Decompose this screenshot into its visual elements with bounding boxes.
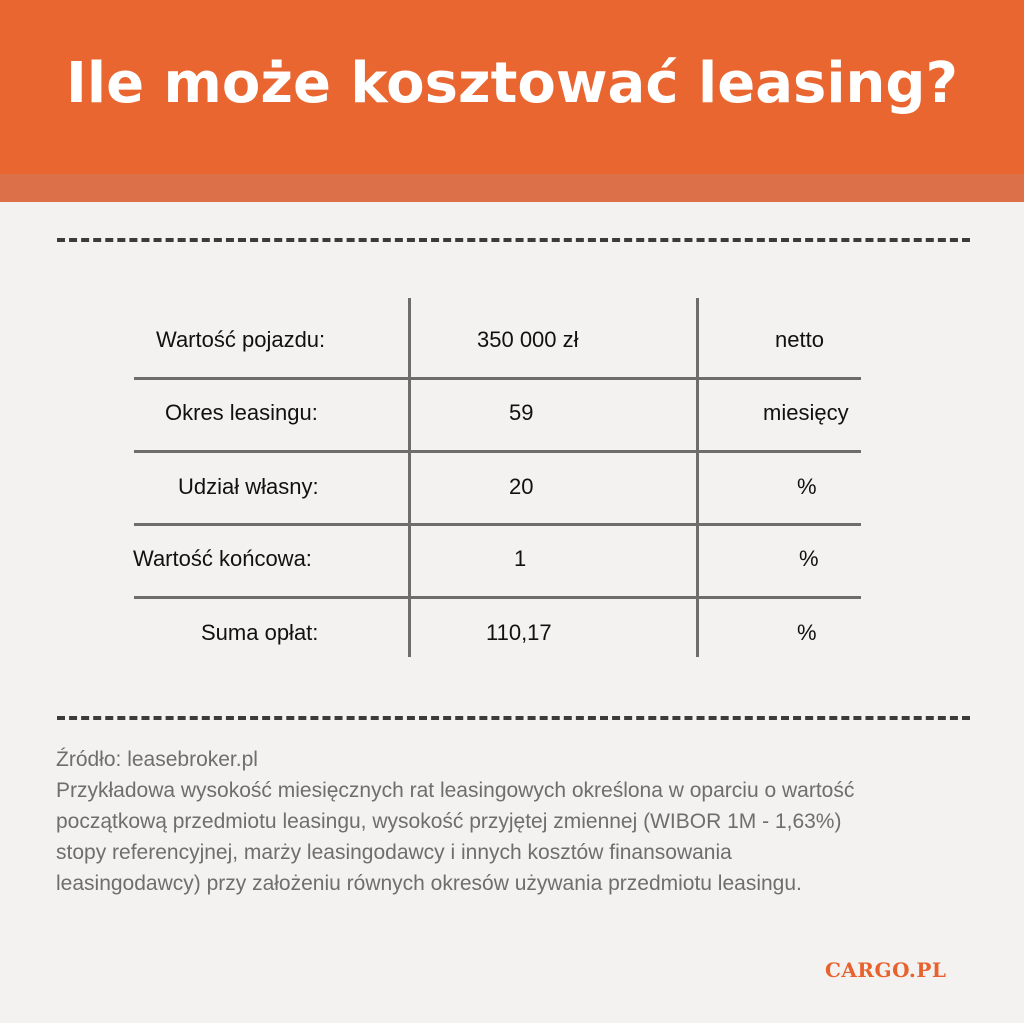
row-label: Suma opłat: [201, 620, 319, 645]
description-line: Przykładowa wysokość miesięcznych rat leasingowych określona w oparciu o wartość [56, 779, 855, 802]
table-row-divider-1 [134, 377, 861, 380]
description-line: leasingodawcy) przy założeniu równych okresów używania przedmiotu leasingu. [56, 872, 802, 895]
page-title: Ile może kosztować leasing? [66, 51, 958, 116]
row-unit: miesięcy [763, 400, 849, 425]
row-value: 1 [514, 546, 527, 571]
row-unit: netto [775, 327, 824, 352]
table-column-divider-2 [696, 298, 699, 657]
row-unit: % [799, 546, 819, 571]
table-row-divider-2 [134, 450, 861, 453]
title-banner-band [0, 174, 1024, 202]
table-row-divider-4 [134, 596, 861, 599]
row-value: 110,17 [486, 620, 552, 645]
source-line: Źródło: leasebroker.pl [56, 748, 258, 771]
description-line: stopy referencyjnej, marży leasingodawcy i innych kosztów finansowania [56, 841, 732, 864]
table-column-divider-1 [408, 298, 411, 657]
row-value: 20 [509, 474, 534, 499]
bottom-dashed-divider [57, 716, 970, 720]
table-row-divider-3 [134, 523, 861, 526]
row-label: Wartość pojazdu: [156, 327, 326, 352]
row-value: 59 [509, 400, 534, 425]
row-label: Udział własny: [178, 474, 319, 499]
row-label: Wartość końcowa: [133, 546, 312, 571]
row-label: Okres leasingu: [165, 400, 318, 425]
source-note [56, 744, 986, 899]
cargo-logo: CARGO.PL [825, 958, 947, 982]
description-line: początkową przedmiotu leasingu, wysokość przyjętej zmiennej (WIBOR 1M - 1,63%) [56, 810, 842, 833]
row-unit: % [797, 620, 817, 645]
row-unit: % [797, 474, 817, 499]
row-value: 350 000 zł [477, 327, 579, 352]
top-dashed-divider [57, 238, 970, 242]
